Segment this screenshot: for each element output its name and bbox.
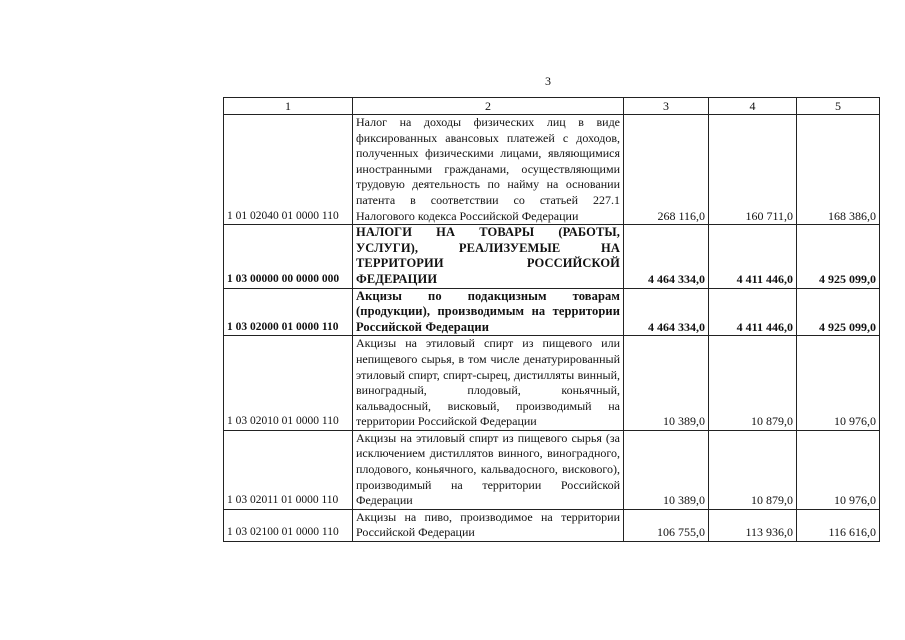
classification-code: 1 03 02011 01 0000 110 <box>224 430 353 509</box>
amount-col3: 10 389,0 <box>624 430 709 509</box>
amount-col5: 4 925 099,0 <box>797 288 880 336</box>
column-header-3: 3 <box>624 98 709 115</box>
classification-code: 1 01 02040 01 0000 110 <box>224 115 353 225</box>
classification-code: 1 03 02010 01 0000 110 <box>224 336 353 431</box>
revenue-name: Акцизы на этиловый спирт из пищевого сырья (за исключением дистиллятов винного, виноградного, плодового, коньячного, кальвадосного, вискового), производимый на территории Российской Федерации <box>353 430 624 509</box>
amount-col4: 113 936,0 <box>709 509 797 541</box>
table-row <box>224 288 880 336</box>
amount-col5: 10 976,0 <box>797 336 880 431</box>
table-row <box>224 430 880 509</box>
revenue-name: Акцизы на пиво, производимое на территории Российской Федерации <box>353 509 624 541</box>
table-row <box>224 509 880 541</box>
revenue-table <box>223 97 880 542</box>
amount-col5: 168 386,0 <box>797 115 880 225</box>
amount-col4: 10 879,0 <box>709 336 797 431</box>
page-number: 3 <box>545 74 551 88</box>
table-row <box>224 336 880 431</box>
column-header-5: 5 <box>797 98 880 115</box>
classification-code: 1 03 02100 01 0000 110 <box>224 509 353 541</box>
column-header-4: 4 <box>709 98 797 115</box>
table-header-row <box>224 98 880 115</box>
column-header-1: 1 <box>224 98 353 115</box>
classification-code: 1 03 00000 00 0000 000 <box>224 225 353 288</box>
amount-col4: 160 711,0 <box>709 115 797 225</box>
amount-col5: 4 925 099,0 <box>797 225 880 288</box>
revenue-name: Акцизы на этиловый спирт из пищевого или непищевого сырья, в том числе денатурированный этиловый спирт, спирт-сырец, дистилляты винный, виноградный, плодовый, коньячный, кальвадосный, висковый, производимый на территории Российской Федерации <box>353 336 624 431</box>
amount-col3: 4 464 334,0 <box>624 225 709 288</box>
classification-code: 1 03 02000 01 0000 110 <box>224 288 353 336</box>
amount-col3: 10 389,0 <box>624 336 709 431</box>
revenue-name: Налог на доходы физических лиц в виде фиксированных авансовых платежей с доходов, полученных физическими лицами, являющимися иностранными гражданами, осуществляющими трудовую деятельность по найму на основании патента в соответствии со статьей 227.1 Налогового кодекса Российской Федерации <box>353 115 624 225</box>
table-row <box>224 225 880 288</box>
amount-col4: 4 411 446,0 <box>709 288 797 336</box>
revenue-name: НАЛОГИ НА ТОВАРЫ (РАБОТЫ, УСЛУГИ), РЕАЛИЗУЕМЫЕ НА ТЕРРИТОРИИ РОССИЙСКОЙ ФЕДЕРАЦИИ <box>353 225 624 288</box>
revenue-name: Акцизы по подакцизным товарам (продукции), производимым на территории Российской Федерации <box>353 288 624 336</box>
amount-col5: 116 616,0 <box>797 509 880 541</box>
amount-col5: 10 976,0 <box>797 430 880 509</box>
amount-col3: 106 755,0 <box>624 509 709 541</box>
amount-col4: 10 879,0 <box>709 430 797 509</box>
amount-col3: 268 116,0 <box>624 115 709 225</box>
amount-col4: 4 411 446,0 <box>709 225 797 288</box>
amount-col3: 4 464 334,0 <box>624 288 709 336</box>
table-row <box>224 115 880 225</box>
column-header-2: 2 <box>353 98 624 115</box>
